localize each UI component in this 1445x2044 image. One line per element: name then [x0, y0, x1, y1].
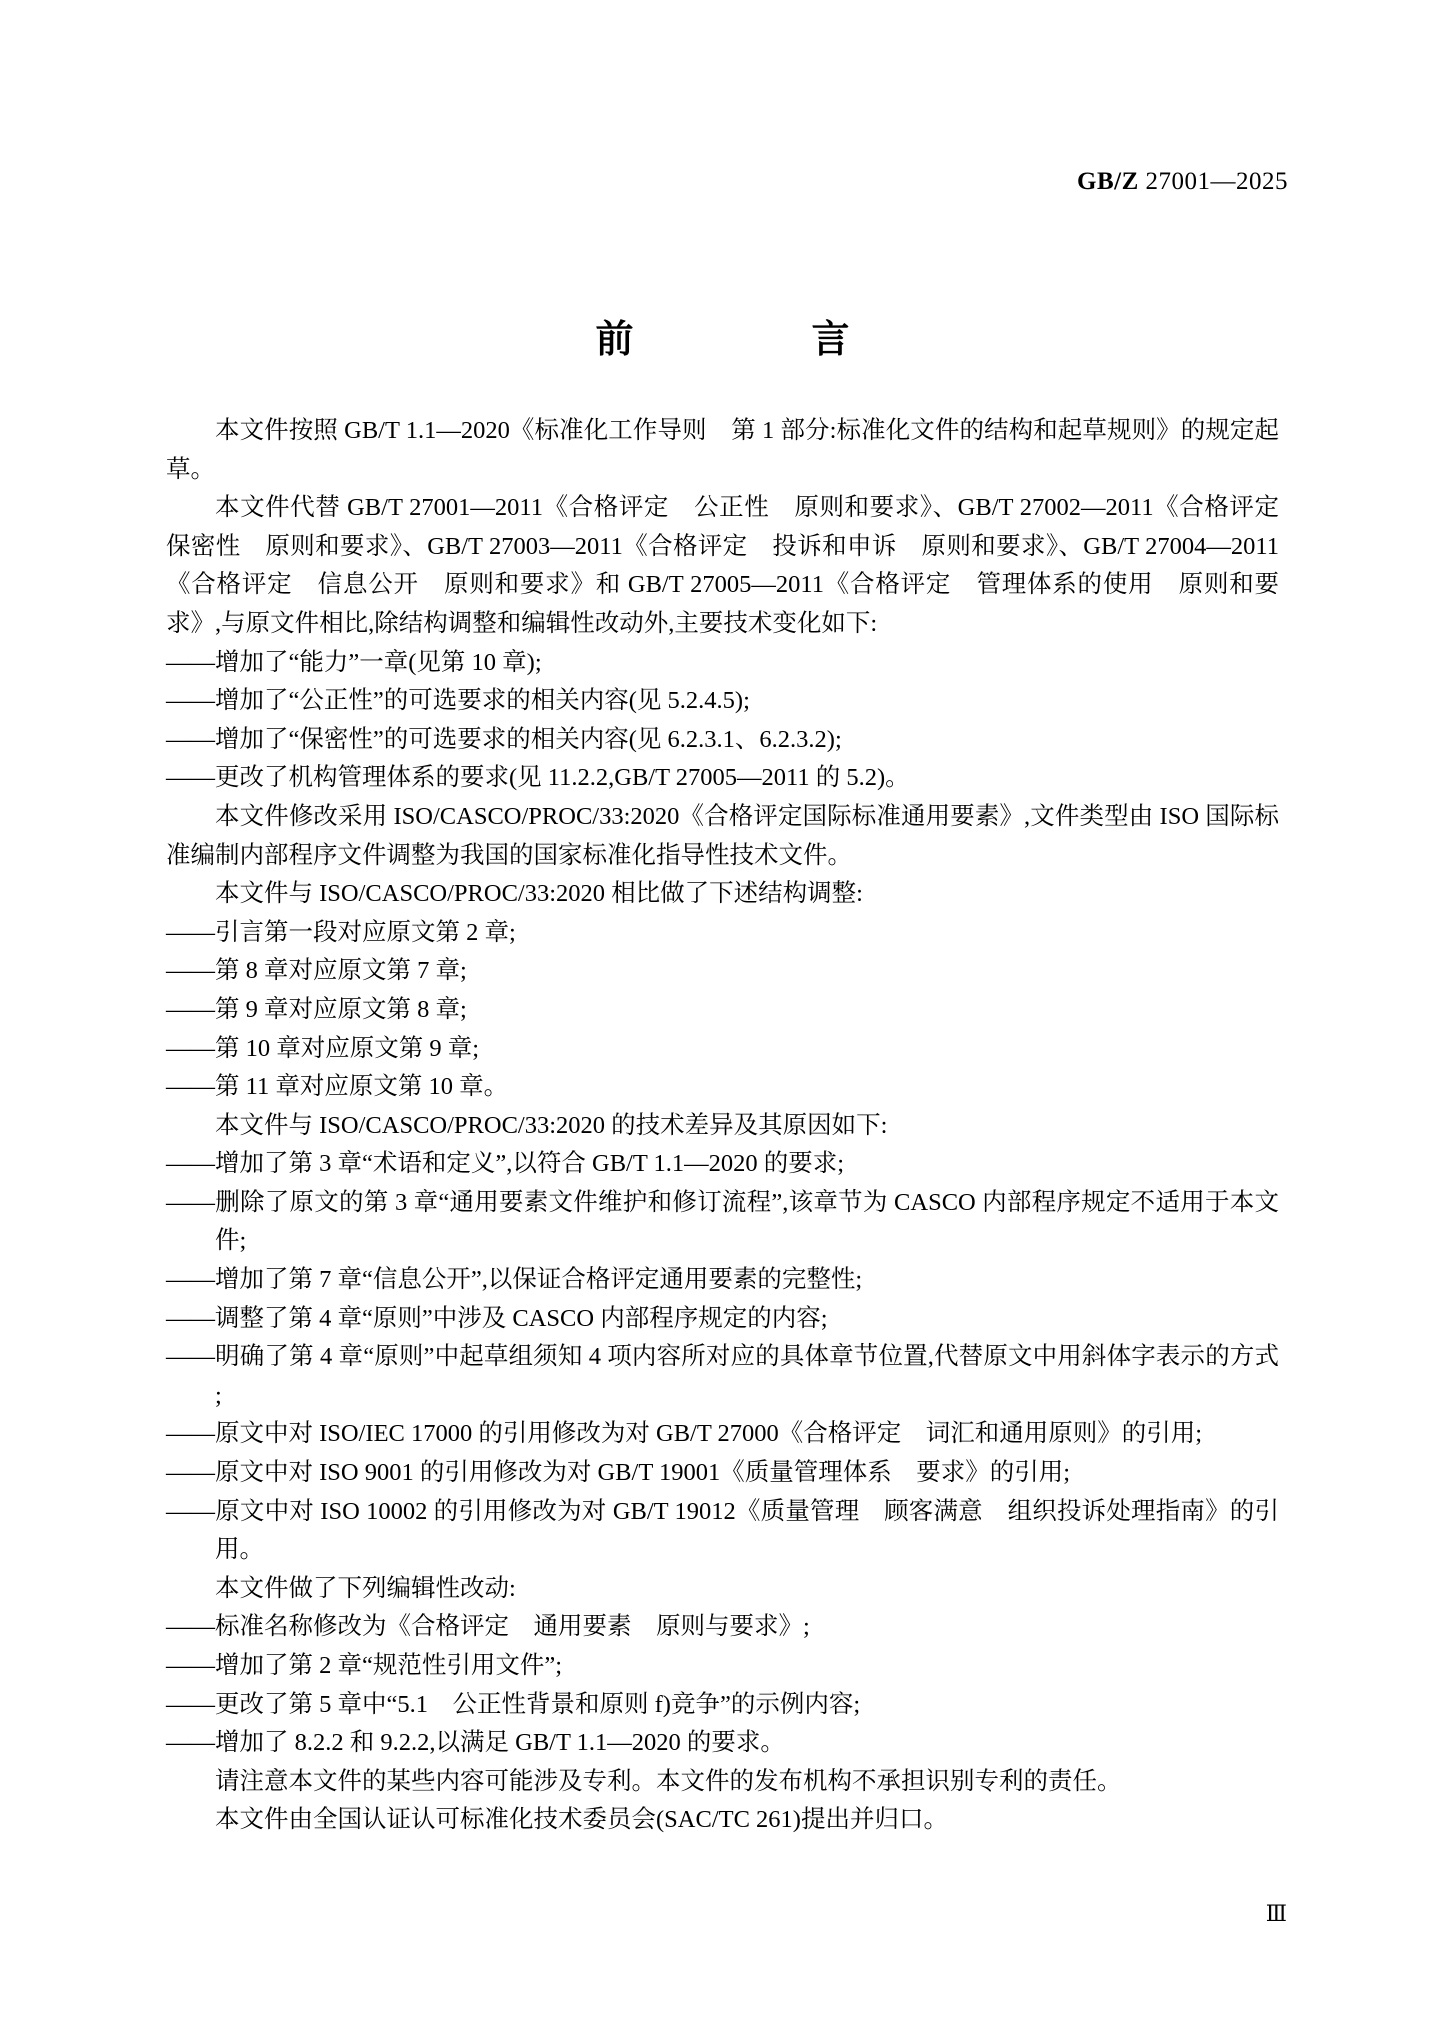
foreword-list-item: ——增加了第 7 章“信息公开”,以保证合格评定通用要素的完整性; [166, 1266, 863, 1294]
foreword-list-item: ——更改了机构管理体系的要求(见 11.2.2,GB/T 27005—2011 的 5.2)。 [166, 764, 910, 792]
standard-number: 27001—2025 [1145, 168, 1288, 195]
foreword-paragraph: 请注意本文件的某些内容可能涉及专利。本文件的发布机构不承担识别专利的责任。 [215, 1767, 1122, 1795]
foreword-paragraph: 本文件修改采用 ISO/CASCO/PROC/33:2020《合格评定国际标准通用要素》,文件类型由 ISO 国际标准编制内部程序文件调整为我国的国家标准化指导性技术文件。 [166, 802, 1279, 869]
foreword-paragraph: 本文件做了下列编辑性改动: [215, 1574, 516, 1602]
foreword-list-item: ——第 9 章对应原文第 8 章; [166, 995, 467, 1023]
foreword-list-item: ——删除了原文的第 3 章“通用要素文件维护和修订流程”,该章节为 CASCO 内部程序规定不适用于本文件; [166, 1188, 1279, 1255]
foreword-paragraph: 本文件代替 GB/T 27001—2011《合格评定 公正性 原则和要求》、GB/T 27002—2011《合格评定 保密性 原则和要求》、GB/T 27003—2011《合格评定 投诉和申诉 原则和要求》、GB/T 27004—2011《合格评定 信息公开 原则和要求》和 GB/T 27005—2011《合格评定 管理体系的使用 原则和要求》,与原文件相比,除结构调整和编辑性改动外,主要技术变化如下: [166, 494, 1304, 637]
running-header [0, 168, 1288, 196]
page-title: 前 言 [595, 317, 884, 362]
page-number: Ⅲ [1265, 1901, 1288, 1926]
foreword-list-item: ——增加了“保密性”的可选要求的相关内容(见 6.2.3.1、6.2.3.2); [166, 725, 842, 753]
foreword-list-item: ——第 10 章对应原文第 9 章; [166, 1034, 480, 1062]
foreword-list-item: ——明确了第 4 章“原则”中起草组须知 4 项内容所对应的具体章节位置,代替原文中用斜体字表示的方式 ; [166, 1343, 1279, 1409]
foreword-list-item: ——引言第一段对应原文第 2 章; [166, 918, 516, 946]
foreword-paragraph: 本文件由全国认证认可标准化技术委员会(SAC/TC 261)提出并归口。 [215, 1806, 948, 1834]
standard-id: GB/Z [1077, 168, 1139, 195]
foreword-list-item: ——调整了第 4 章“原则”中涉及 CASCO 内部程序规定的内容; [166, 1304, 828, 1332]
foreword-list-item: ——增加了第 3 章“术语和定义”,以符合 GB/T 1.1—2020 的要求; [166, 1150, 845, 1178]
foreword-paragraph: 本文件与 ISO/CASCO/PROC/33:2020 相比做了下述结构调整: [215, 880, 863, 908]
foreword-paragraph: 本文件按照 GB/T 1.1—2020《标准化工作导则 第 1 部分:标准化文件的结构和起草规则》的规定起草。 [166, 417, 1279, 483]
foreword-list-item: ——增加了第 2 章“规范性引用文件”; [166, 1652, 563, 1679]
foreword-list-item: ——原文中对 ISO 10002 的引用修改为对 GB/T 19012《质量管理 顾客满意 组织投诉处理指南》的引用。 [166, 1497, 1279, 1564]
foreword-list-item: ——第 8 章对应原文第 7 章; [166, 957, 467, 985]
foreword-list-item: ——原文中对 ISO/IEC 17000 的引用修改为对 GB/T 27000《合格评定 词汇和通用原则》的引用; [166, 1420, 1203, 1448]
foreword-list-item: ——增加了 8.2.2 和 9.2.2,以满足 GB/T 1.1—2020 的要求。 [166, 1729, 785, 1757]
foreword-list-item: ——增加了“能力”一章(见第 10 章); [166, 648, 542, 676]
foreword-list-item: ——原文中对 ISO 9001 的引用修改为对 GB/T 19001《质量管理体系 要求》的引用; [166, 1459, 1071, 1487]
foreword-list-item: ——更改了第 5 章中“5.1 公正性背景和原则 f)竞争”的示例内容; [166, 1690, 861, 1718]
foreword-list-item: ——增加了“公正性”的可选要求的相关内容(见 5.2.4.5); [166, 687, 750, 715]
foreword-body [166, 412, 1304, 1840]
foreword-list-item: ——第 11 章对应原文第 10 章。 [166, 1073, 509, 1101]
foreword-paragraph: 本文件与 ISO/CASCO/PROC/33:2020 的技术差异及其原因如下: [215, 1111, 888, 1139]
foreword-list-item: ——标准名称修改为《合格评定 通用要素 原则与要求》; [166, 1613, 810, 1641]
